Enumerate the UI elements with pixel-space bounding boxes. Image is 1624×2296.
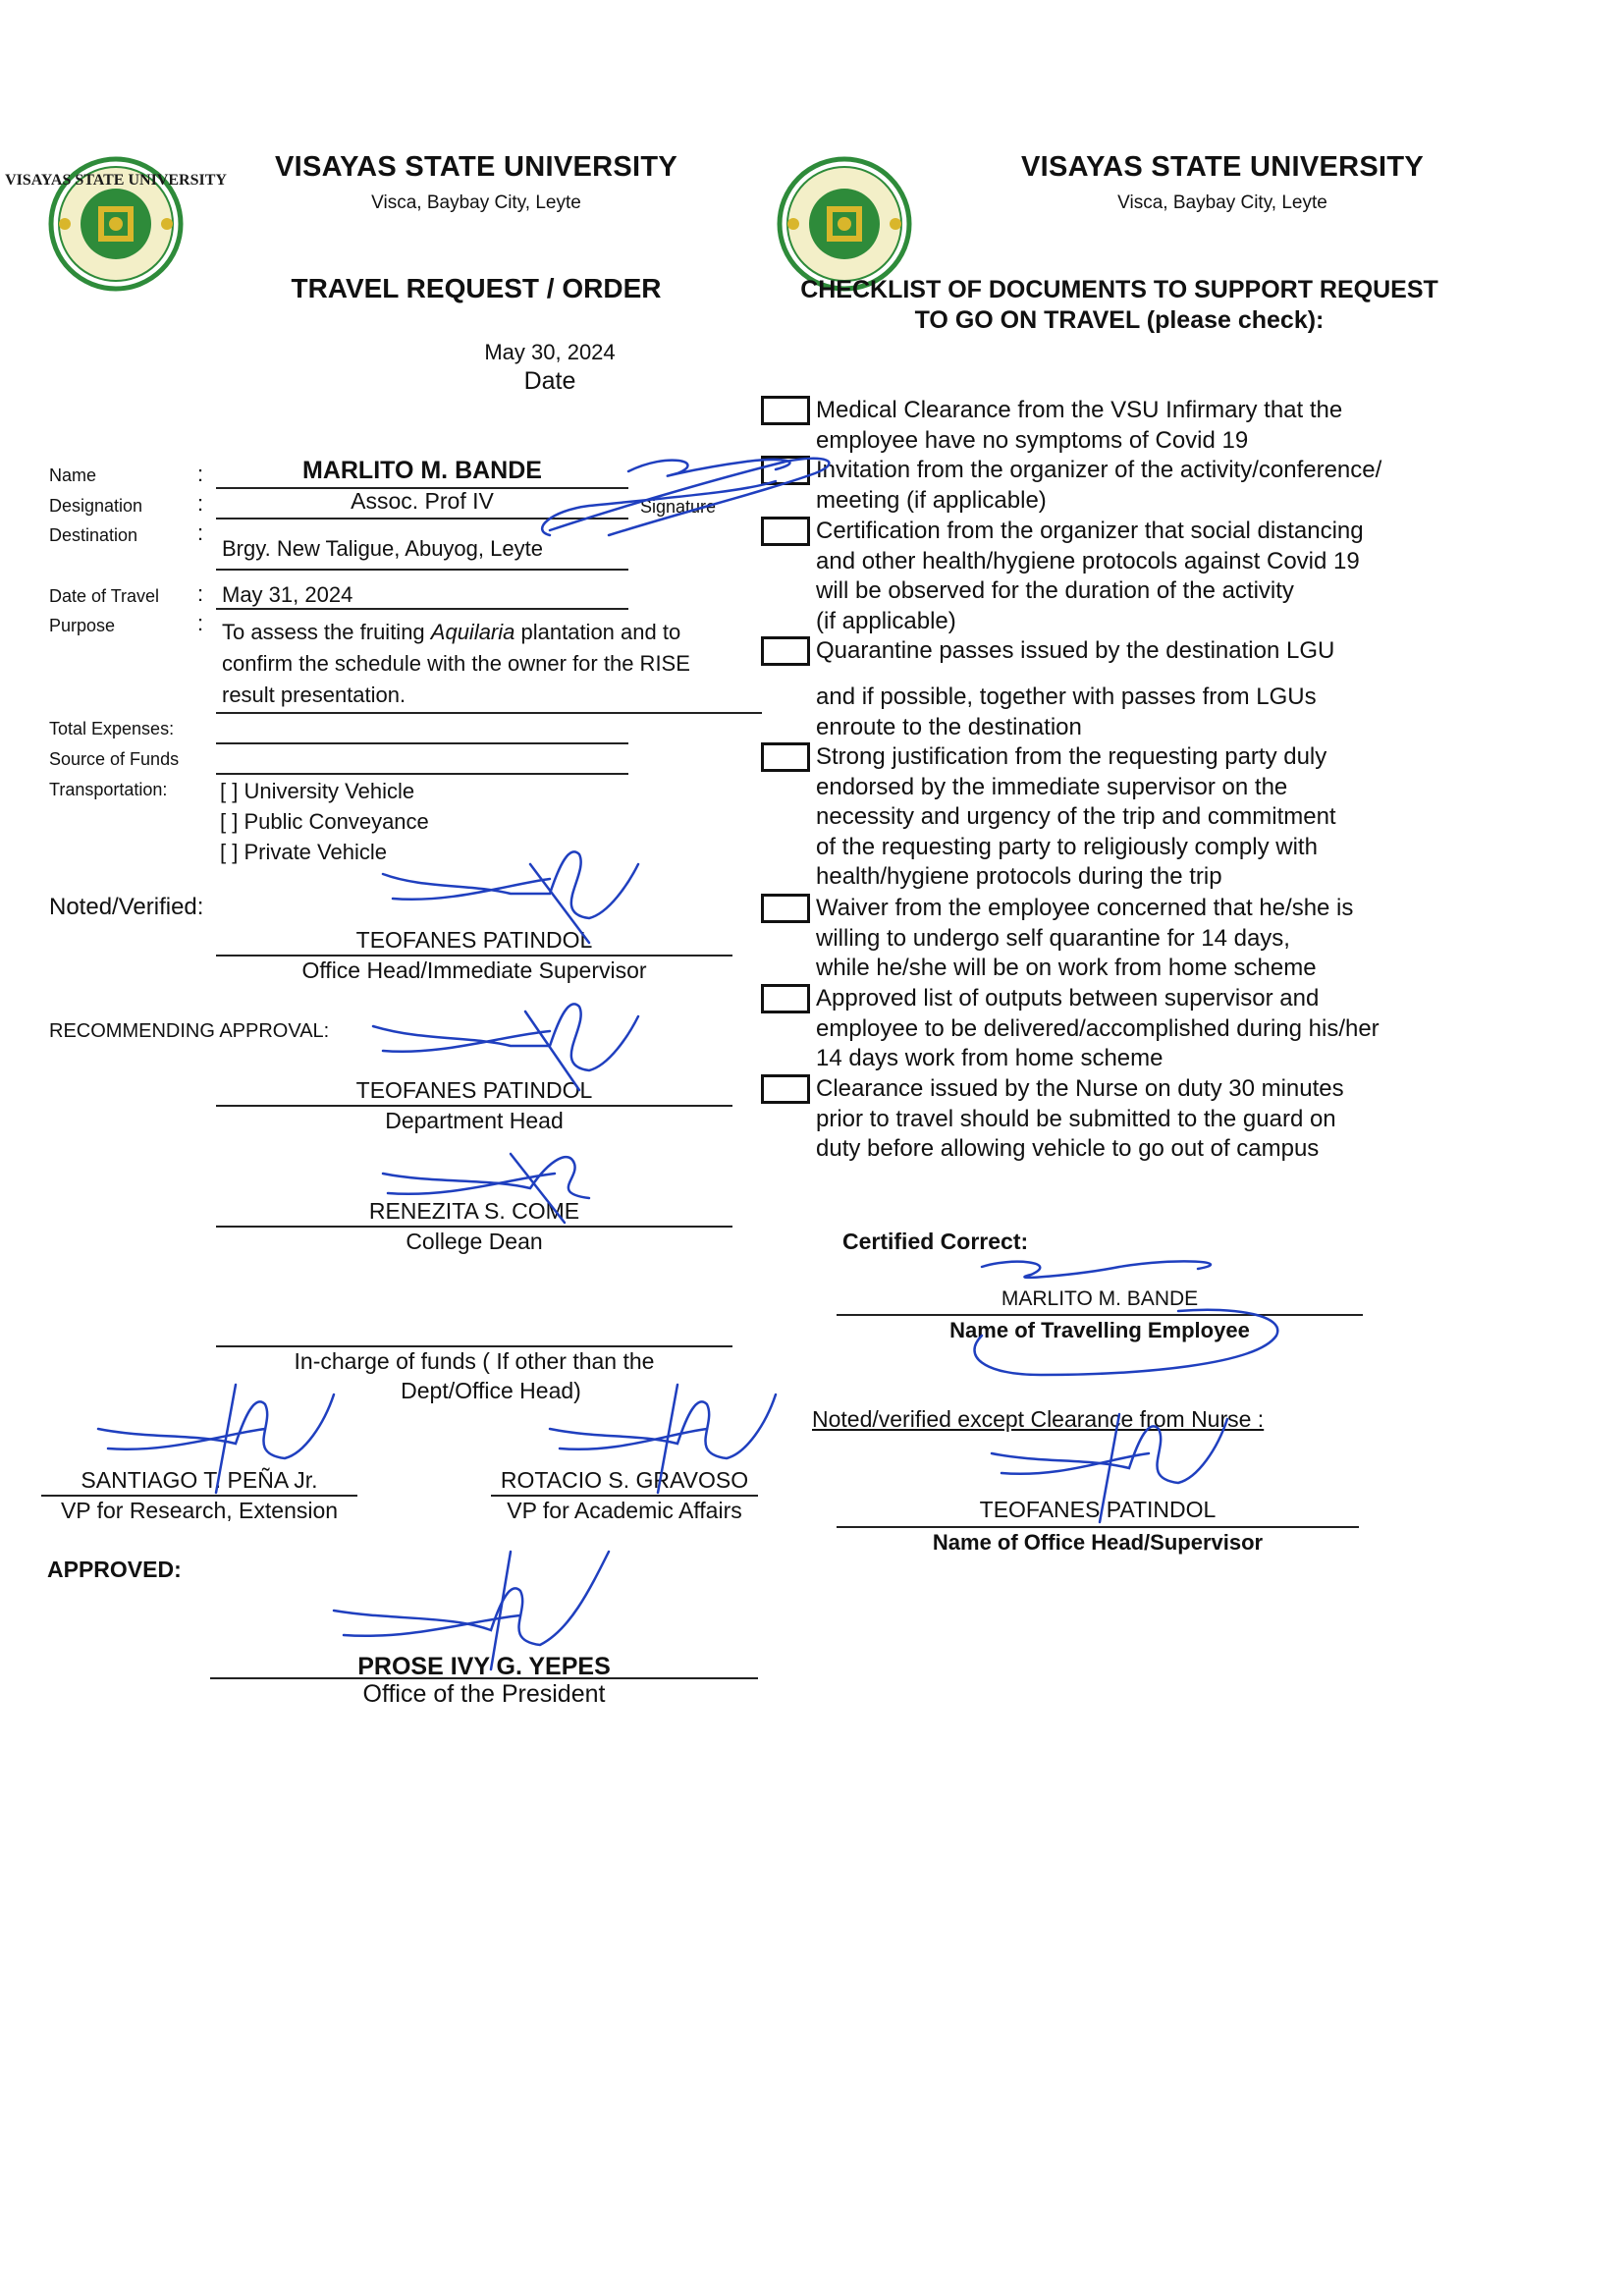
- checklist-item-line: of the requesting party to religiously comply with: [816, 833, 1318, 860]
- date-of-travel-colon: :: [197, 581, 204, 606]
- noted-verified-label: Noted/Verified:: [49, 894, 204, 920]
- approved-label: APPROVED:: [47, 1557, 182, 1582]
- checklist-item-line: enroute to the destination: [816, 713, 1082, 740]
- president-signature-mark: [334, 1552, 609, 1645]
- checklist-item-line: Waiver from the employee concerned that he/she is: [816, 895, 1354, 921]
- transport-option-private[interactable]: [ ] Private Vehicle: [220, 840, 387, 864]
- designation-label: Designation: [49, 496, 143, 516]
- checklist-item-line: Strong justification from the requesting party duly: [816, 743, 1327, 770]
- dean-signature-mark: [383, 1157, 589, 1198]
- checklist-item-line: and other health/hygiene protocols against Covid 19: [816, 547, 1360, 574]
- destination-label: Destination: [49, 525, 138, 545]
- transport-option-public[interactable]: [ ] Public Conveyance: [220, 809, 429, 834]
- name-value: MARLITO M. BANDE: [302, 457, 542, 484]
- checklist-item-line: will be observed for the duration of the activity: [816, 577, 1294, 604]
- checklist-item-line: willing to undergo self quarantine for 14 days,: [816, 924, 1290, 952]
- checklist-item-line: Certification from the organizer that social distancing: [816, 518, 1364, 544]
- checklist-item-line: Quarantine passes issued by the destination LGU: [816, 637, 1335, 664]
- checklist-item-line: duty before allowing vehicle to go out of campus: [816, 1135, 1320, 1162]
- certified-correct-label: Certified Correct:: [842, 1229, 1029, 1254]
- request-date-value: May 30, 2024: [484, 340, 616, 364]
- vp-research-name: SANTIAGO T. PEÑA Jr.: [81, 1467, 318, 1493]
- employee-signature-mark: [982, 1261, 1211, 1278]
- supervisor-role: Name of Office Head/Supervisor: [932, 1530, 1264, 1555]
- checklist-item-line: endorsed by the immediate supervisor on the: [816, 773, 1288, 800]
- noted-except-label: Noted/verified except Clearance from Nurse :: [812, 1406, 1265, 1432]
- purpose-text-pre: To assess the fruiting: [222, 620, 431, 644]
- dept-head-name: TEOFANES PATINDOL: [355, 1077, 593, 1103]
- signature-label: Signature: [640, 497, 717, 517]
- supervisor-name: TEOFANES PATINDOL: [979, 1497, 1217, 1522]
- recommending-approval-label: RECOMMENDING APPROVAL:: [49, 1020, 330, 1042]
- purpose-line2: confirm the schedule with the owner for the RISE: [222, 651, 690, 676]
- checklist-title-line1: CHECKLIST OF DOCUMENTS TO SUPPORT REQUEST: [800, 276, 1438, 303]
- checklist-item-line: 14 days work from home scheme: [816, 1045, 1164, 1071]
- university-address-right: Visca, Baybay City, Leyte: [1117, 192, 1327, 213]
- date-of-travel-value: May 31, 2024: [222, 582, 353, 607]
- designation-value: Assoc. Prof IV: [351, 488, 494, 514]
- checklist-item-line: Approved list of outputs between supervisor and: [816, 985, 1320, 1011]
- president-role: Office of the President: [362, 1680, 606, 1708]
- president-name: PROSE IVY G. YEPES: [357, 1653, 611, 1680]
- purpose-species: Aquilaria: [430, 620, 515, 644]
- checklist-item-line: Medical Clearance from the VSU Infirmary that the: [816, 397, 1343, 423]
- university-name-right: VISAYAS STATE UNIVERSITY: [1020, 151, 1425, 183]
- seal-text-top: VISAYAS STATE UNIVERSITY: [5, 172, 227, 189]
- checklist-item-line: prior to travel should be submitted to the guard on: [816, 1105, 1336, 1132]
- date-of-travel-label: Date of Travel: [49, 586, 160, 606]
- checklist-item-line: Clearance issued by the Nurse on duty 30 minutes: [816, 1075, 1344, 1102]
- university-name-left: VISAYAS STATE UNIVERSITY: [274, 151, 678, 183]
- vp-academic-name: ROTACIO S. GRAVOSO: [500, 1467, 749, 1493]
- funds-role-line2: Dept/Office Head): [401, 1378, 581, 1403]
- dept-head-role: Department Head: [385, 1108, 564, 1133]
- checklist-item-line: while he/she will be on work from home scheme: [816, 955, 1317, 981]
- transportation-label: Transportation:: [49, 780, 168, 799]
- checklist-item-line: (if applicable): [816, 607, 956, 634]
- purpose-label: Purpose: [49, 616, 116, 635]
- dean-role: College Dean: [406, 1229, 543, 1254]
- destination-colon: :: [197, 520, 204, 545]
- transport-option-university[interactable]: [ ] University Vehicle: [220, 779, 415, 803]
- purpose-colon: :: [197, 611, 204, 635]
- checklist-item-line: employee to be delivered/accomplished during his/her: [816, 1014, 1380, 1042]
- name-colon: :: [197, 462, 204, 486]
- noted-name: TEOFANES PATINDOL: [355, 927, 593, 953]
- checklist-title-line2: TO GO ON TRAVEL (please check):: [914, 306, 1325, 334]
- vp-research-role: VP for Research, Extension: [60, 1498, 339, 1523]
- request-date-label: Date: [523, 367, 576, 395]
- employee-name: MARLITO M. BANDE: [1001, 1287, 1199, 1310]
- checklist-item-line: necessity and urgency of the trip and commitment: [816, 803, 1336, 830]
- designation-colon: :: [197, 491, 204, 516]
- source-of-funds-label: Source of Funds: [49, 749, 180, 769]
- checklist-item-line: Invitation from the organizer of the activity/conference/: [816, 457, 1382, 483]
- checklist-item-line: health/hygiene protocols during the trip: [816, 863, 1222, 890]
- funds-role-line1: In-charge of funds ( If other than the: [294, 1348, 655, 1374]
- checklist-item-line: meeting (if applicable): [816, 486, 1047, 514]
- total-expenses-label: Total Expenses:: [49, 719, 175, 738]
- checklist-item-line: and if possible, together with passes from LGUs: [816, 683, 1317, 710]
- purpose-text-post: plantation and to: [514, 620, 681, 644]
- destination-value: Brgy. New Taligue, Abuyog, Leyte: [222, 536, 543, 561]
- employee-role: Name of Travelling Employee: [949, 1318, 1250, 1342]
- name-label: Name: [49, 465, 97, 485]
- checklist-item-line: employee have no symptoms of Covid 19: [816, 426, 1249, 454]
- noted-role: Office Head/Immediate Supervisor: [301, 957, 647, 983]
- university-address-left: Visca, Baybay City, Leyte: [371, 192, 581, 213]
- vp-academic-role: VP for Academic Affairs: [507, 1498, 742, 1523]
- purpose-line3: result presentation.: [222, 683, 406, 707]
- dean-name: RENEZITA S. COME: [368, 1198, 580, 1224]
- form-title: TRAVEL REQUEST / ORDER: [291, 273, 662, 303]
